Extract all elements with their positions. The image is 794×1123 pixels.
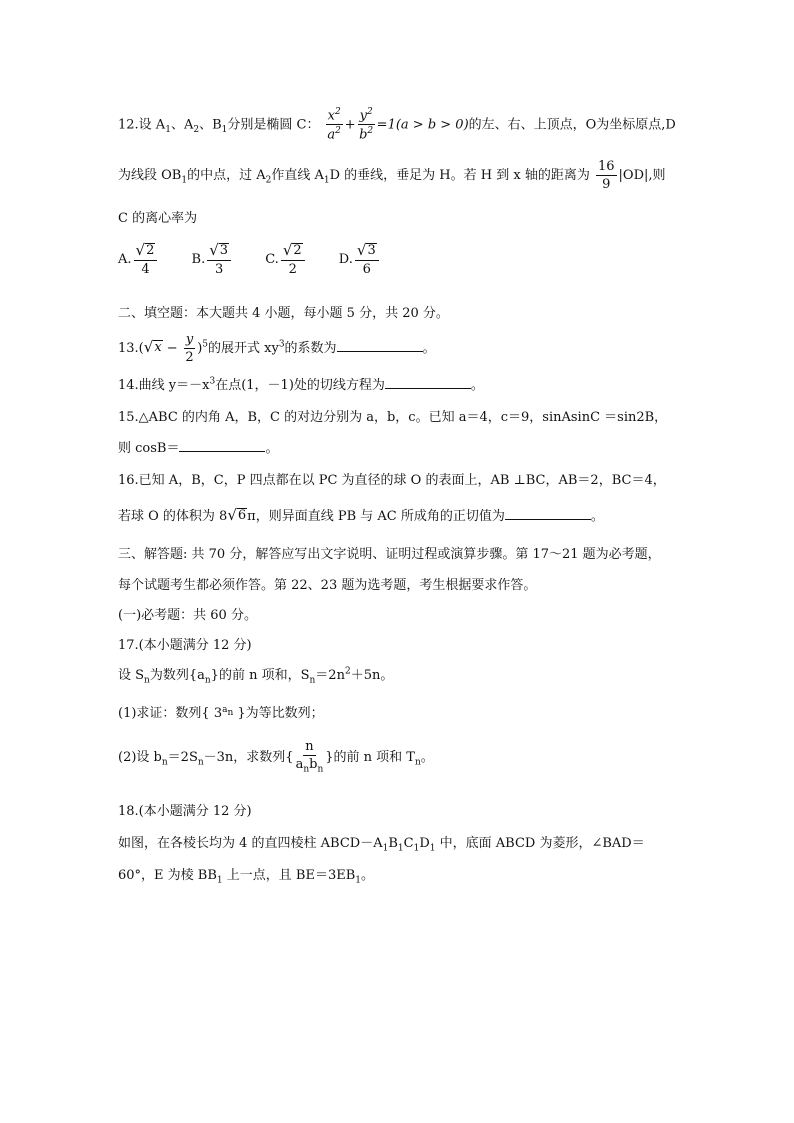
q15-line1: 15.△ABC 的内角 A，B，C 的对边分别为 a，b，c。已知 a＝4，c＝9，sinAsinC ＝sin2B，: [118, 410, 668, 425]
q12-options: [118, 243, 409, 276]
q18-line2: 60°，E 为棱 $BB_1$ 上一点，且 $BE=3EB_1$。: [118, 868, 375, 886]
section3-line1: 三、解答题: 共 70 分，解答应写出文字说明、证明过程或演算步骤。第 17～21 题为必考题，: [118, 547, 661, 562]
q18-title: 18.(本小题满分 12 分): [118, 804, 252, 819]
q12-line3: C 的离心率为: [118, 211, 198, 226]
q17-title: 17.(本小题满分 12 分): [118, 638, 252, 653]
ellipse-y-fraction: $\frac{y^2}{b^2}$: [359, 107, 374, 143]
q12-line1: 12.设 $A_1$、$A_2$、$B_1$分别是椭圆 C： $\frac{x^2}{a^2}$ + $\frac{y^2}{b^2}$ =1(a > b > 0)的左、右、上顶点，O为坐标原点,D: [118, 107, 676, 143]
required-subsection: (一)必考题：共 60 分。: [118, 608, 257, 623]
q15-answer-blank: [179, 439, 265, 452]
q13: 13.( √ x − $\frac{y}{2}$ )$^5$的展开式 $xy^3$的系数为 。: [118, 332, 436, 365]
option-a: A. √ 2 4: [118, 243, 159, 276]
q18-line1: 如图，在各棱长均为 4 的直四棱柱 $ABCD-A_1B_1C_1D_1$ 中，底面 ABCD 为菱形，∠BAD＝: [118, 836, 645, 854]
option-d: D. √ 3 6: [339, 243, 381, 276]
q16-answer-blank: [505, 507, 591, 520]
q15-line2: 则 cosB＝ 。: [118, 441, 279, 456]
section2-heading: 二、填空题：本大题共 4 小题，每小题 5 分，共 20 分。: [118, 306, 449, 321]
section3-line2: 每个试题考生都必须作答。第 22、23 题为选考题，考生根据要求作答。: [118, 578, 537, 593]
ellipse-x-fraction: $\frac{x^2}{a^2}$: [327, 107, 341, 143]
option-c: C. √ 2 2: [265, 243, 306, 276]
q17-fraction: $\frac{n}{a_nb_n}$: [295, 739, 324, 775]
q17-part2: (2)设 $b_n=2S_n-3n$，求数列{ $\frac{n}{a_nb_n}$ }的前 n 项和 $T_n$。: [118, 739, 434, 775]
q13-answer-blank: [337, 339, 423, 352]
q16-line2: 若球 O 的体积为 8 √ 6 π，则异面直线 PB 与 AC 所成角的正切值为 。: [118, 506, 604, 524]
q17-part1: (1)求证：数列{ $3^{a_n}$ }为等比数列；: [118, 704, 324, 721]
distance-fraction: $\frac{16}{9}$: [597, 159, 615, 192]
q16-line1: 16.已知 A，B，C，P 四点都在以 PC 为直径的球 O 的表面上，AB ⊥BC，AB＝2，BC＝4，: [118, 473, 666, 488]
option-b: B. √ 3 3: [192, 243, 234, 276]
q14: 14.曲线 $y=-x^3$在点(1，－1)处的切线方程为 。: [118, 376, 484, 393]
q17-given: 设 $S_n$为数列$\{a_n\}$的前 n 项和，$S_n=2n^2+5n$。: [118, 666, 394, 686]
q12-line2: 为线段 $OB_1$的中点，过 $A_2$作直线 $A_1D$ 的垂线，垂足为 H。若 H 到 x 轴的距离为 $\frac{16}{9}$ |OD|,则: [118, 159, 666, 192]
q14-answer-blank: [385, 376, 471, 389]
